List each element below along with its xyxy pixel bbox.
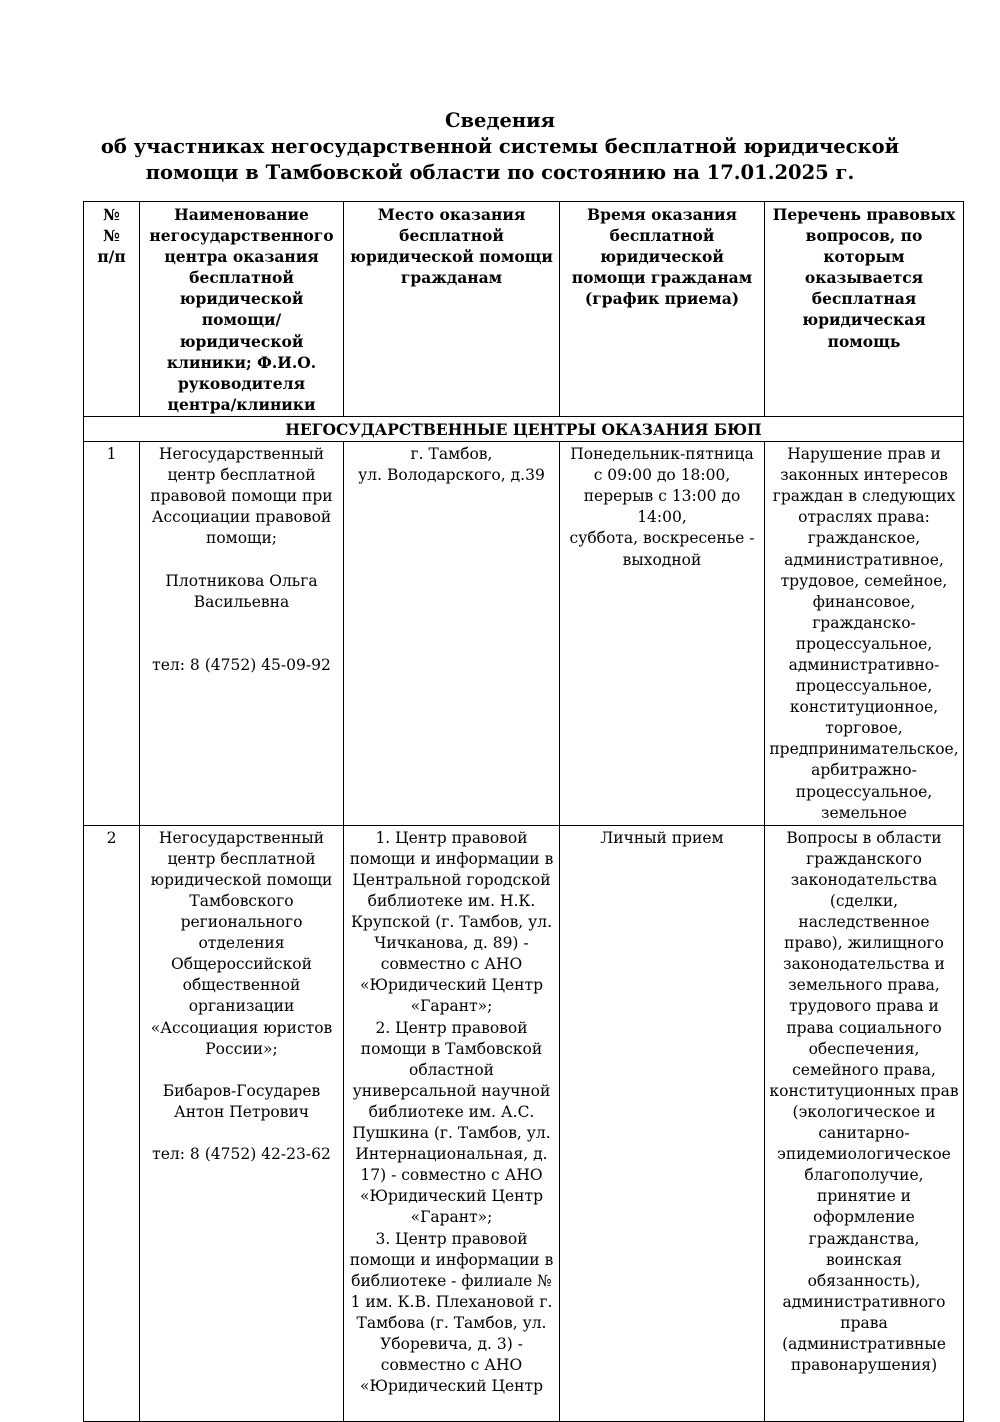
- row-issues: Вопросы в области гражданского законодательства (сделки, наследственное право), жилищного законодательства и земельного права, трудового права и права социального обеспечения, семейного права, конституционных прав (экологическое и санитарно-эпидемиологическое благополучие, принятие и оформление гражданства, воинская обязанность), административного права (административные правонарушения): [765, 825, 964, 1421]
- table-row: [84, 442, 964, 826]
- head-name: Бибаров-Государев Антон Петрович: [162, 1081, 321, 1121]
- participants-table: [83, 201, 964, 1422]
- row-time: Понедельник-пятница с 09:00 до 18:00, перерыв с 13:00 до 14:00, суббота, воскресенье - выходной: [560, 442, 765, 826]
- header-row: [84, 202, 964, 417]
- org-name: Негосударственный центр бесплатной юридической помощи Тамбовского регионального отделения Общероссийской общественной организации «Ассоциация юристов России»;: [150, 828, 333, 1058]
- section-row: [84, 416, 964, 441]
- header-num: № № п/п: [84, 202, 140, 417]
- phone: тел: 8 (4752) 42-23-62: [152, 1145, 331, 1164]
- row-issues: Нарушение прав и законных интересов граждан в следующих отраслях права: гражданское, административное, трудовое, семейное, финансовое, гражданско-процессуальное, административно-процессуальное, конституционное, торговое, предпринимательское, арбитражно-процессуальное, земельное: [765, 442, 964, 826]
- title-line-1: Сведения: [444, 109, 556, 132]
- document-title: [100, 108, 900, 186]
- row-time: Личный прием: [560, 825, 765, 1421]
- row-organization: [140, 825, 344, 1421]
- title-line-2: об участниках негосударственной системы бесплатной юридической: [100, 135, 900, 158]
- org-name: Негосударственный центр бесплатной правовой помощи при Ассоциации правовой помощи;: [150, 445, 333, 548]
- header-name: Наименование негосударственного центра оказания бесплатной юридической помощи/юридической клиники; Ф.И.О. руководителя центра/клиники: [140, 202, 344, 417]
- header-issues: Перечень правовых вопросов, по которым оказывается бесплатная юридическая помощь: [765, 202, 964, 417]
- row-num: 2: [84, 825, 140, 1421]
- row-organization: [140, 442, 344, 826]
- row-place: 1. Центр правовой помощи и информации в Центральной городской библиотеке им. Н.К. Крупской (г. Тамбов, ул. Чичканова, д. 89) - совместно с АНО «Юридический Центр «Гарант»; 2. Центр правовой помощи в Тамбовской областной универсальной научной библиотеке им. А.С. Пушкина (г. Тамбов, ул. Интернациональная, д. 17) - совместно с АНО «Юридический Центр «Гарант»; 3. Центр правовой помощи и информации в библиотеке - филиале № 1 им. К.В. Плехановой г. Тамбова (г. Тамбов, ул. Уборевича, д. 3) - совместно с АНО «Юридический Центр: [344, 825, 560, 1421]
- header-time: Время оказания бесплатной юридической помощи гражданам (график приема): [560, 202, 765, 417]
- title-line-3: помощи в Тамбовской области по состоянию на 17.01.2025 г.: [145, 161, 855, 184]
- phone: тел: 8 (4752) 45-09-92: [152, 655, 331, 674]
- section-title: НЕГОСУДАРСТВЕННЫЕ ЦЕНТРЫ ОКАЗАНИЯ БЮП: [84, 416, 964, 441]
- row-place: г. Тамбов, ул. Володарского, д.39: [344, 442, 560, 826]
- head-name: Плотникова Ольга Васильевна: [165, 571, 318, 611]
- header-place: Место оказания бесплатной юридической помощи гражданам: [344, 202, 560, 417]
- table-row: [84, 825, 964, 1421]
- row-num: 1: [84, 442, 140, 826]
